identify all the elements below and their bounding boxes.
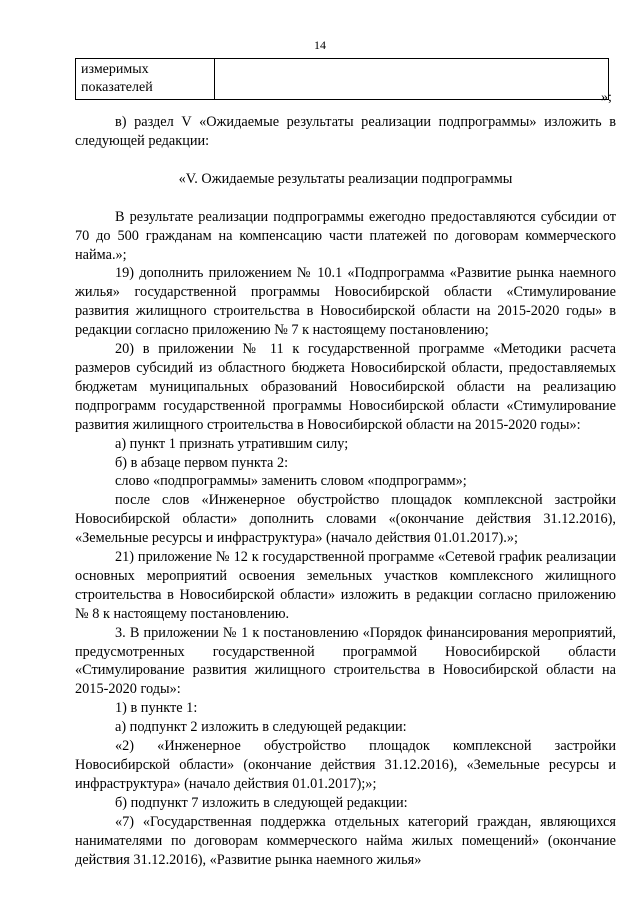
table-cell-line: показателей bbox=[81, 80, 153, 95]
paragraph: слово «подпрограммы» заменить словом «подпрограмм»; bbox=[115, 473, 467, 490]
paragraph: б) в абзаце первом пункта 2: bbox=[115, 454, 289, 471]
table-cell-left bbox=[76, 59, 215, 100]
paragraph: 19) дополнить приложением № 10.1 «Подпрограмма «Развитие рынка наемного жилья» государственной программы Новосибирской области «Стимулирование развития жилищного строительства в Новосибирской области на 2015-2020 годы» в редакции согласно приложению № 7 к настоящему постановлению; bbox=[75, 265, 616, 339]
paragraph: «2) «Инженерное обустройство площадок комплексной застройки Новосибирской области» (окончание действия 31.12.2016), «Земельные ресурсы и инфраструктура» (начало действия 01.01.2017);»; bbox=[75, 738, 616, 792]
paragraph: 21) приложение № 12 к государственной программе «Сетевой график реализации основных мероприятий освоения земельных участков комплексного жилищного строительства в Новосибирской области» изложить в редакции согласно приложению № 8 к настоящему постановлению. bbox=[75, 549, 616, 622]
section-heading: «V. Ожидаемые результаты реализации подпрограммы bbox=[178, 170, 513, 187]
table-cell-right bbox=[215, 59, 609, 100]
paragraph: а) подпункт 2 изложить в следующей редакции: bbox=[115, 719, 407, 736]
page-number: 14 bbox=[314, 38, 326, 52]
table-row bbox=[76, 59, 609, 100]
table-cell-line: измеримых bbox=[81, 62, 149, 77]
paragraph: а) пункт 1 признать утратившим силу; bbox=[115, 435, 349, 452]
paragraph: в) раздел V «Ожидаемые результаты реализации подпрограммы» изложить в следующей редакции: bbox=[75, 114, 616, 149]
paragraph: после слов «Инженерное обустройство площадок комплексной застройки Новосибирской области» дополнить словами «(окончание действия 31.12.2016), «Земельные ресурсы и инфраструктура» (начало действия 01.01.2017).»; bbox=[75, 492, 616, 547]
paragraph: 20) в приложении № 11 к государственной программе «Методики расчета размеров субсидий из областного бюджета Новосибирской области, предоставляемых бюджетам муниципальных образований Новосибирской области на реализацию подпрограмм государственной программы Новосибирской области «Стимулирование развития жилищного строительства в Новосибирской области на 2015-2020 годы»: bbox=[75, 341, 616, 433]
paragraph: В результате реализации подпрограммы ежегодно предоставляются субсидии от 70 до 500 гражданам на компенсацию части платежей по договорам коммерческого найма.»; bbox=[75, 208, 616, 263]
paragraph: «7) «Государственная поддержка отдельных категорий граждан, являющихся нанимателями по договорам коммерческого найма жилых помещений» (окончание действия 31.12.2016), «Развитие рынка наемного жилья» bbox=[75, 813, 616, 868]
paragraph: б) подпункт 7 изложить в следующей редакции: bbox=[115, 794, 408, 811]
indicators-table-fragment bbox=[75, 58, 609, 100]
table-closing-quote: »; bbox=[601, 90, 612, 105]
paragraph: 1) в пункте 1: bbox=[115, 700, 198, 717]
paragraph: 3. В приложении № 1 к постановлению «Порядок финансирования мероприятий, предусмотренных государственной программой Новосибирской области «Стимулирование развития жилищного строительства в Новосибирской области на 2015-2020 годы»: bbox=[75, 624, 616, 698]
document-body bbox=[75, 113, 616, 869]
